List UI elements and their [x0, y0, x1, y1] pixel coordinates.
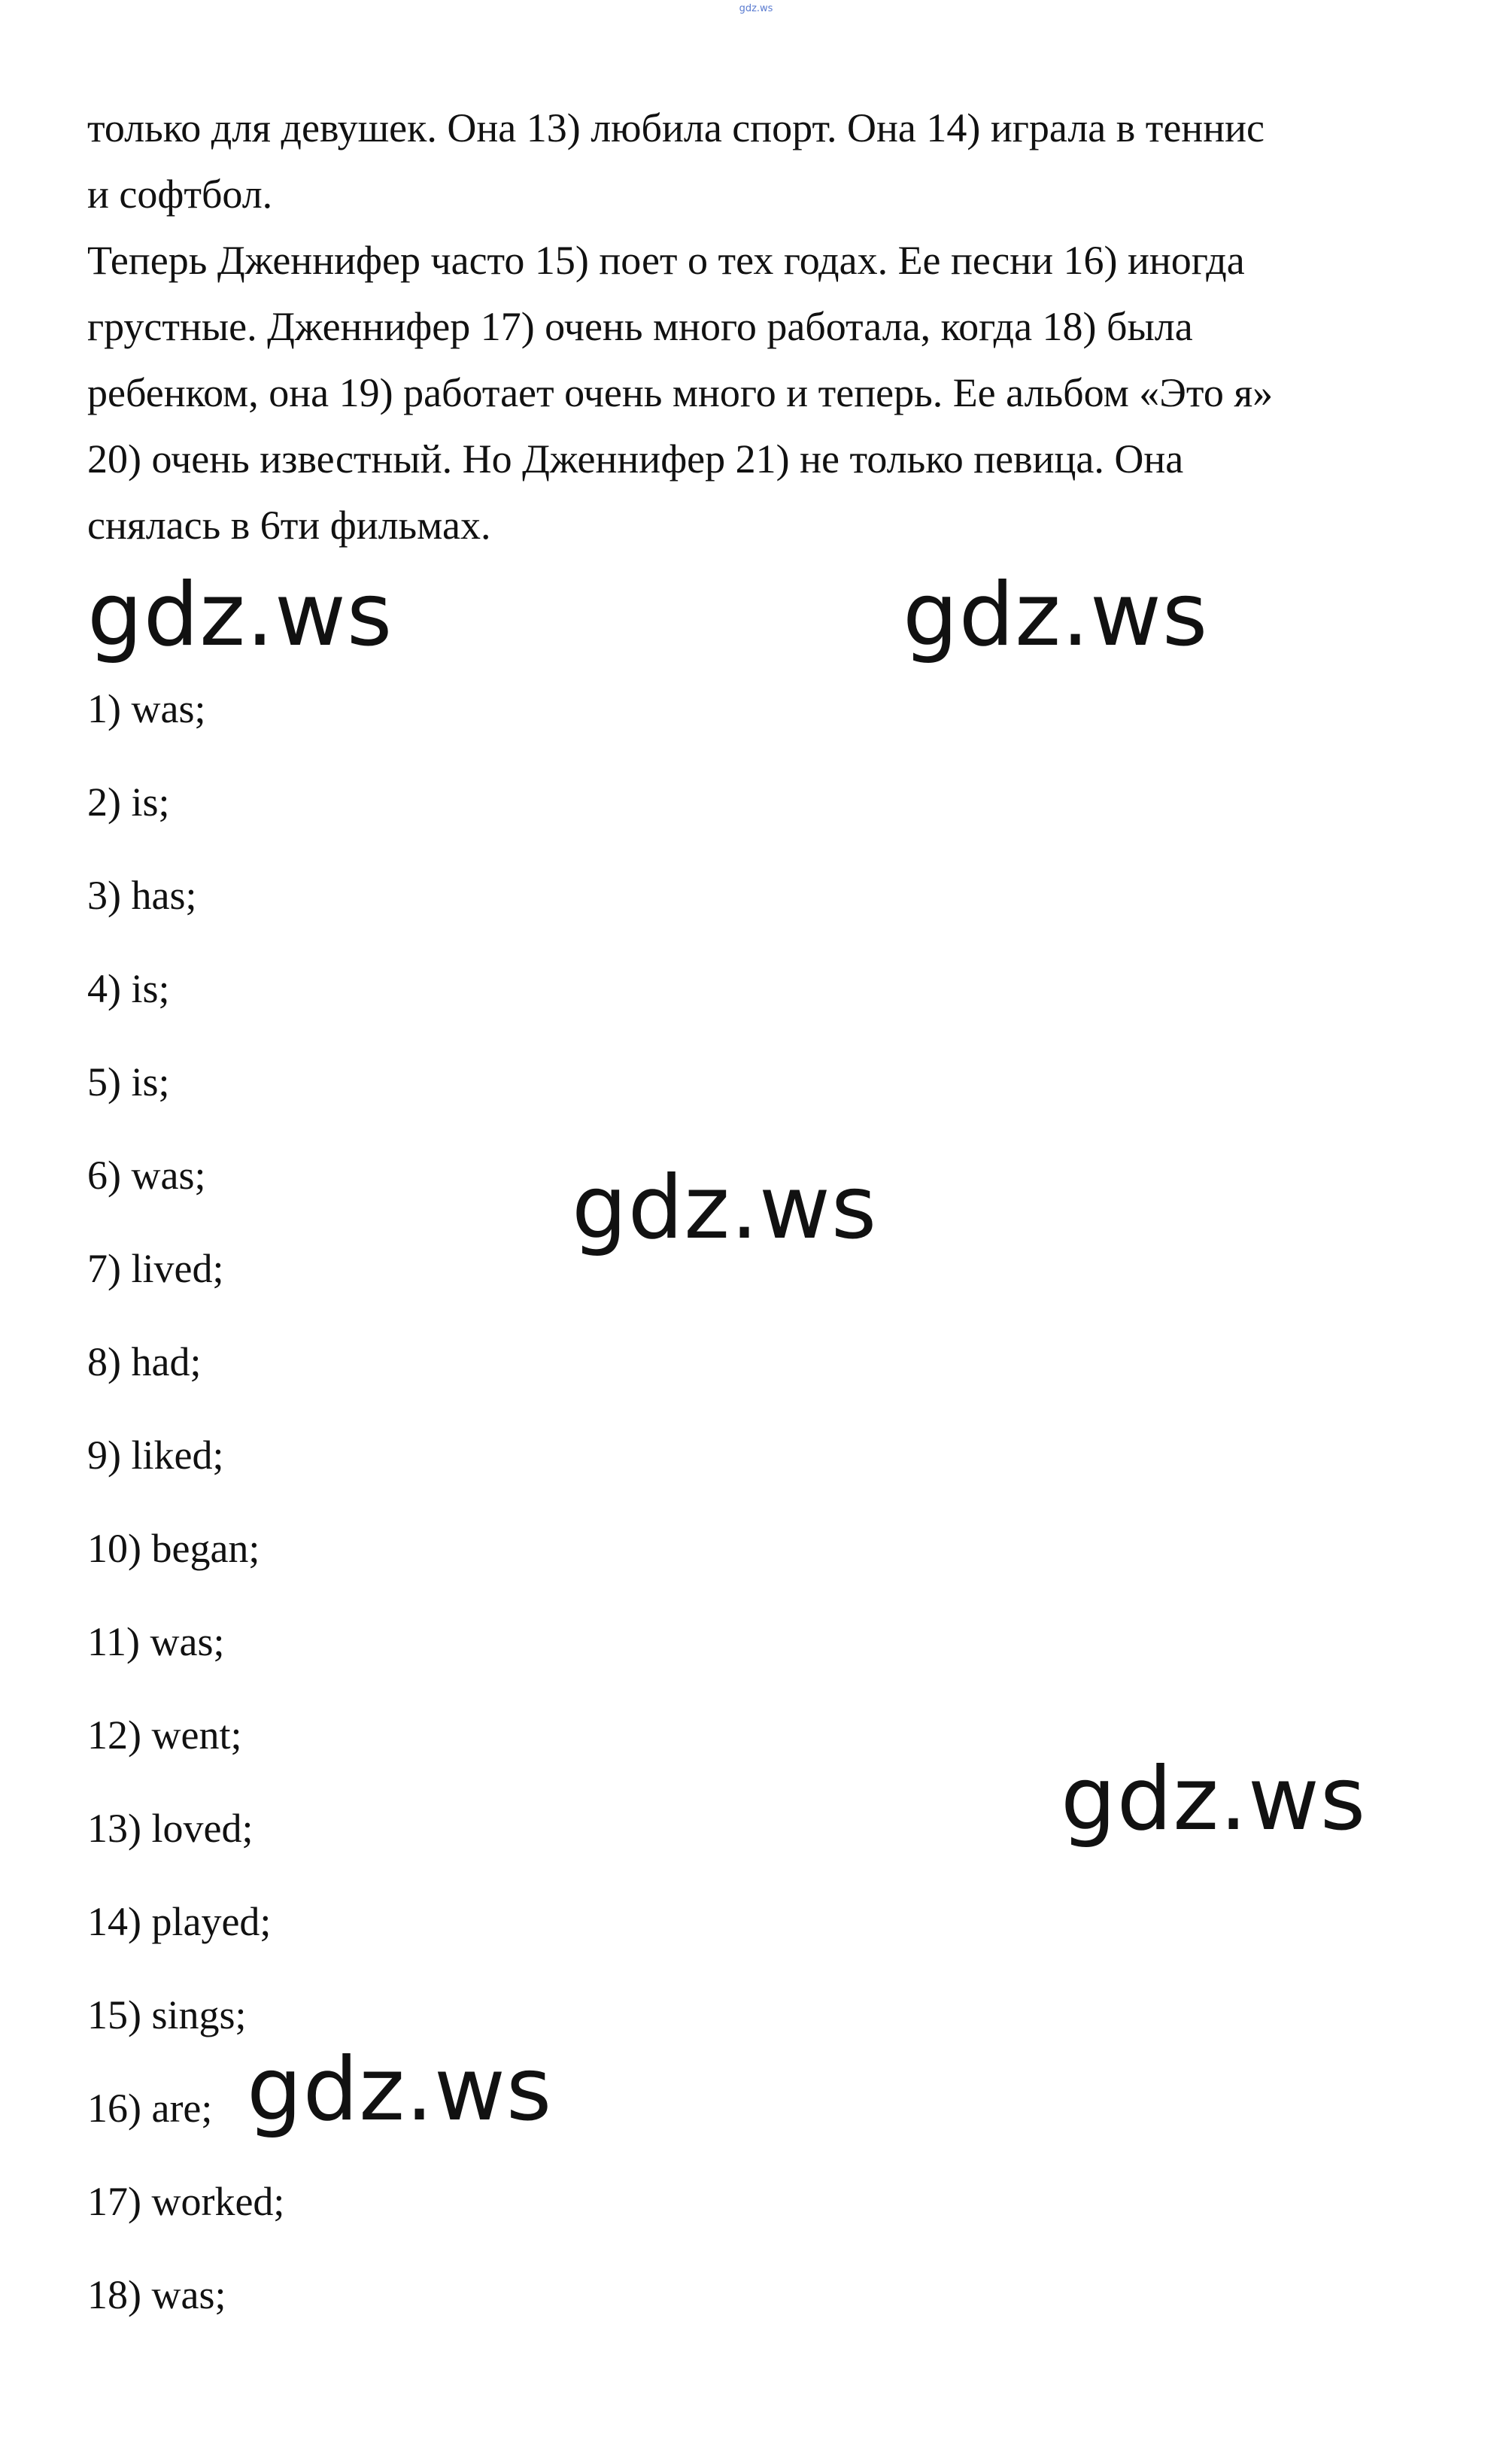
answer-item: 14) played;: [87, 1899, 272, 1944]
answer-item: 9) liked;: [87, 1433, 224, 1478]
answer-item: 1) was;: [87, 686, 206, 731]
gdz-watermark: gdz.ws: [247, 2039, 553, 2141]
answer-item: 6) was;: [87, 1153, 206, 1198]
answer-item: 12) went;: [87, 1712, 242, 1758]
text-line: грустные. Дженнифер 17) очень много работала, когда 18) была: [87, 304, 1193, 349]
answer-item: 10) began;: [87, 1526, 260, 1571]
text-line: 20) очень известный. Но Дженнифер 21) не только певица. Она: [87, 436, 1184, 482]
answer-item: 13) loved;: [87, 1806, 254, 1851]
text-line: ребенком, она 19) работает очень много и теперь. Ее альбом «Это я»: [87, 370, 1274, 415]
gdz-watermark: gdz.ws: [903, 564, 1209, 666]
answer-item: 16) are;: [87, 2086, 213, 2131]
gdz-watermark: gdz.ws: [572, 1157, 878, 1259]
text-line: и софтбол.: [87, 172, 273, 217]
answer-item: 7) lived;: [87, 1246, 224, 1291]
gdz-watermark: gdz.ws: [87, 564, 393, 666]
answer-item: 3) has;: [87, 873, 197, 918]
answer-item: 2) is;: [87, 779, 170, 825]
text-line: только для девушек. Она 13) любила спорт. Она 14) играла в теннис: [87, 105, 1265, 150]
answer-item: 8) had;: [87, 1339, 202, 1384]
header-watermark: gdz.ws: [739, 3, 773, 14]
answer-item: 4) is;: [87, 966, 170, 1011]
answer-item: 11) was;: [87, 1619, 225, 1664]
answer-item: 5) is;: [87, 1059, 170, 1104]
answer-item: 17) worked;: [87, 2179, 285, 2224]
text-line: снялась в 6ти фильмах.: [87, 503, 491, 548]
exercise-translation-text: [87, 95, 1464, 558]
gdz-watermark: gdz.ws: [1061, 1749, 1367, 1850]
answer-item: 15) sings;: [87, 1992, 247, 2037]
text-line: Теперь Дженнифер часто 15) поет о тех годах. Ее песни 16) иногда: [87, 238, 1245, 283]
answer-item: 18) was;: [87, 2272, 226, 2317]
